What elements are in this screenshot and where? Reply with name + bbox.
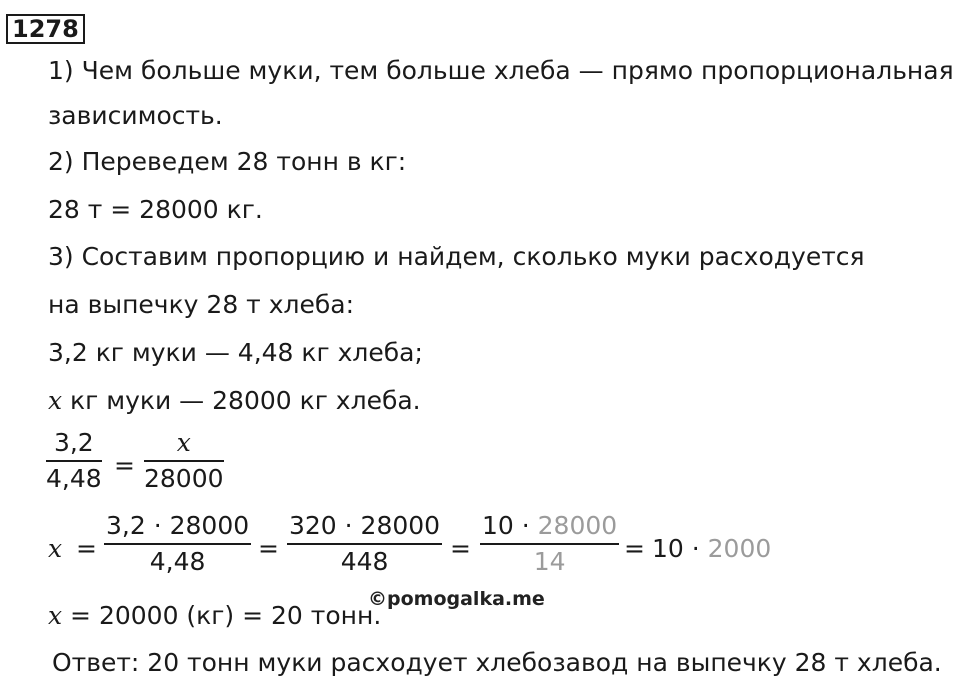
equals-sign: = bbox=[450, 534, 471, 563]
fraction-denominator: 4,48 bbox=[46, 464, 102, 493]
fraction-numerator: 3,2 bbox=[53, 428, 94, 457]
text-line-1: 1) Чем больше муки, тем больше хлеба — прямо пропорциональная bbox=[48, 56, 954, 85]
denominator-reduced-2: 4 bbox=[549, 547, 566, 576]
calc-fraction-3 bbox=[480, 511, 619, 577]
watermark: ©pomogalka.me bbox=[368, 588, 545, 610]
variable-x: x bbox=[48, 601, 63, 630]
answer-line: Ответ: 20 тонн муки расходует хлебозавод на выпечку 28 т хлеба. bbox=[52, 648, 942, 677]
result-reduced: 2000 bbox=[707, 534, 772, 563]
problem-number: 1278 bbox=[6, 14, 85, 44]
equals-sign: = bbox=[624, 534, 645, 563]
fraction-numerator: x bbox=[176, 428, 191, 457]
text-line-4: 28 т = 28000 кг. bbox=[48, 195, 263, 224]
equals-sign: = bbox=[114, 451, 135, 480]
proportion-left-fraction bbox=[46, 428, 102, 494]
result-line-rest: = 20000 (кг) = 20 тонн. bbox=[62, 601, 382, 630]
denominator-reduced: 1 bbox=[533, 547, 550, 576]
fraction-denominator: 4,48 bbox=[149, 547, 206, 576]
equals-sign: = bbox=[76, 534, 97, 563]
calc-result bbox=[652, 534, 771, 564]
calc-fraction-1 bbox=[104, 511, 251, 577]
result-kept: 10 · bbox=[652, 534, 708, 563]
text-line-2: зависимость. bbox=[48, 101, 223, 130]
fraction-denominator bbox=[534, 545, 566, 577]
variable-x: x bbox=[48, 534, 63, 563]
fraction-numerator: 320 · 28000 bbox=[289, 511, 441, 540]
equals-sign: = bbox=[258, 534, 279, 563]
fraction-denominator: 448 bbox=[340, 547, 389, 576]
fraction-numerator bbox=[480, 511, 619, 543]
fraction-numerator: 3,2 · 28000 bbox=[106, 511, 250, 540]
proportion-right-fraction bbox=[144, 428, 224, 494]
text-line-8-rest: кг муки — 28000 кг хлеба. bbox=[62, 386, 421, 415]
numerator-kept: 10 · bbox=[482, 511, 538, 540]
text-line-6: на выпечку 28 т хлеба: bbox=[48, 290, 355, 319]
calc-fraction-2 bbox=[287, 511, 442, 577]
text-line-3: 2) Переведем 28 тонн в кг: bbox=[48, 147, 407, 176]
numerator-reduced: 28000 bbox=[537, 511, 618, 540]
fraction-denominator: 28000 bbox=[144, 464, 224, 493]
text-line-7: 3,2 кг муки — 4,48 кг хлеба; bbox=[48, 338, 423, 367]
text-line-5: 3) Составим пропорцию и найдем, сколько муки расходуется bbox=[48, 242, 865, 271]
result-line bbox=[48, 601, 381, 631]
text-line-8 bbox=[48, 386, 421, 416]
variable-x: x bbox=[48, 386, 63, 415]
